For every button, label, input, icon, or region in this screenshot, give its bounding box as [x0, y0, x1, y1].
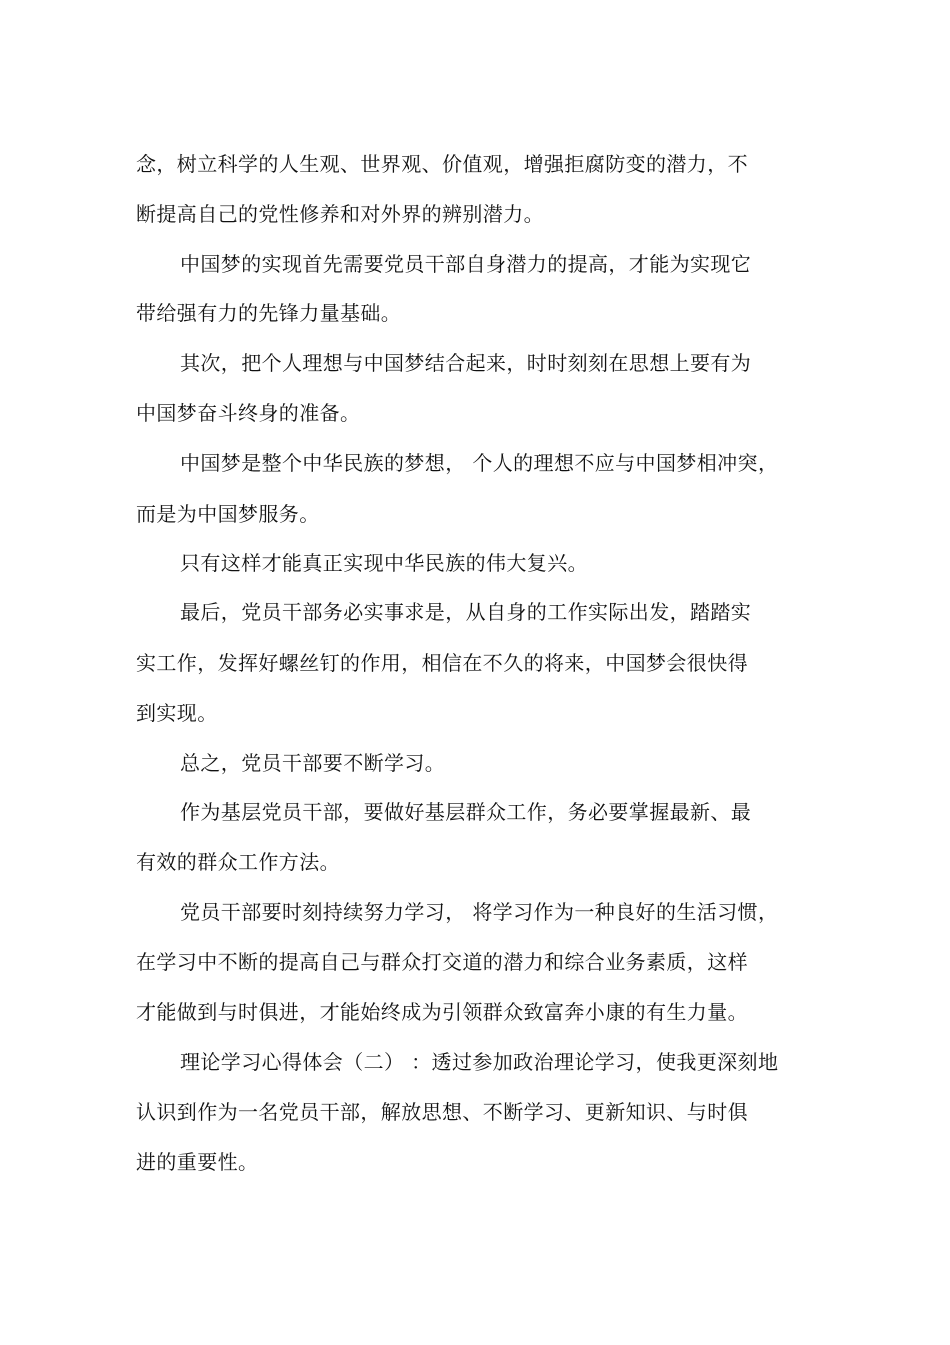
text-line: 才能做到与时俱进，才能始终成为引领群众致富奔小康的有生力量。	[136, 1000, 748, 1024]
paragraph-start-line: 总之，党员干部要不断学习。	[180, 751, 446, 775]
text-line: 断提高自己的党性修养和对外界的辨别潜力。	[136, 202, 544, 226]
text-line: 在学习中不断的提高自己与群众打交道的潜力和综合业务素质，这样	[136, 950, 748, 974]
paragraph-start-line: 中国梦的实现首先需要党员干部自身潜力的提高，才能为实现它	[180, 252, 752, 276]
paragraph-start-line: 作为基层党员干部，要做好基层群众工作，务必要掌握最新、最	[180, 800, 752, 824]
paragraph-start-line: 理论学习心得体会（二） ：透过参加政治理论学习，使我更深刻地	[180, 1050, 779, 1074]
text-line: 实工作，发挥好螺丝钉的作用，相信在不久的将来，中国梦会很快得	[136, 651, 748, 675]
text-line: 进的重要性。	[136, 1150, 259, 1174]
text-line: 而是为中国梦服务。	[136, 502, 320, 526]
text-line: 有效的群众工作方法。	[136, 850, 340, 874]
text-line: 中国梦奋斗终身的准备。	[136, 401, 361, 425]
text-line: 念，树立科学的人生观、世界观、价值观，增强拒腐防变的潜力，不	[136, 152, 748, 176]
text-line: 带给强有力的先锋力量基础。	[136, 301, 402, 325]
paragraph-start-line: 其次，把个人理想与中国梦结合起来，时时刻刻在思想上要有为	[180, 351, 752, 375]
paragraph-start-line: 中国梦是整个中华民族的梦想， 个人的理想不应与中国梦相冲突，	[180, 451, 779, 475]
paragraph-start-line: 只有这样才能真正实现中华民族的伟大复兴。	[180, 551, 588, 575]
text-line: 到实现。	[136, 701, 218, 725]
paragraph-start-line: 党员干部要时刻持续努力学习， 将学习作为一种良好的生活习惯，	[180, 900, 779, 924]
paragraph-start-line: 最后，党员干部务必实事求是，从自身的工作实际出发，踏踏实	[180, 600, 752, 624]
text-line: 认识到作为一名党员干部，解放思想、不断学习、更新知识、与时俱	[136, 1100, 748, 1124]
